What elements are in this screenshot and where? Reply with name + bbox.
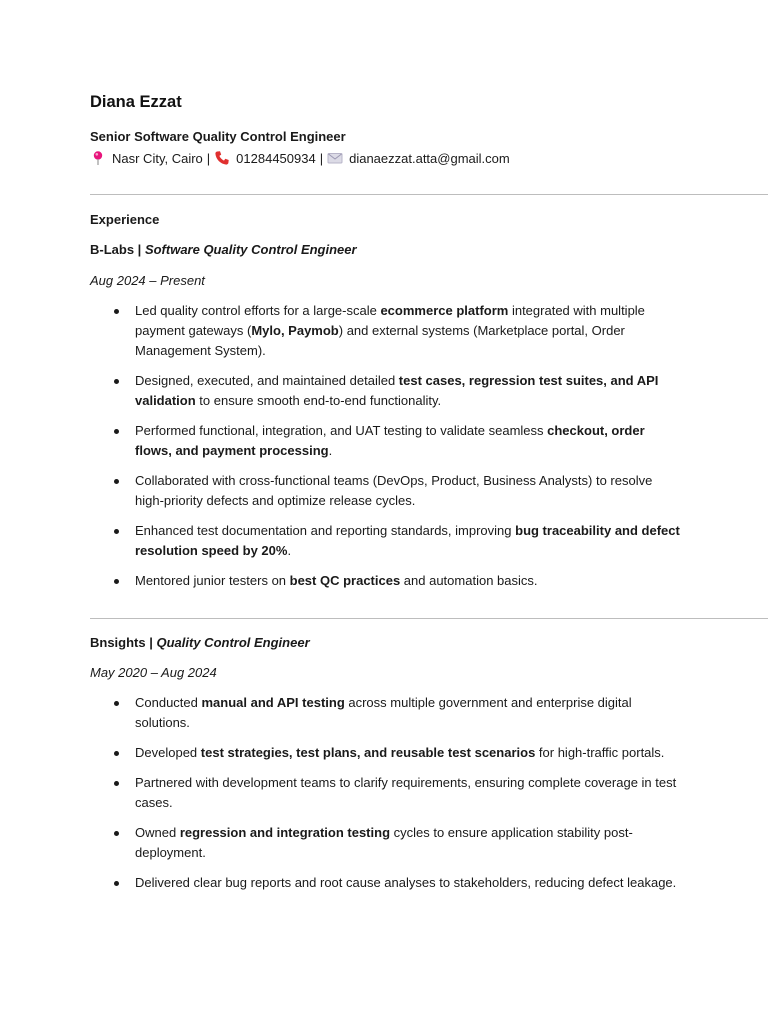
job-separator: | <box>134 242 145 257</box>
experience-heading: Experience <box>90 212 160 227</box>
section-divider <box>90 194 768 195</box>
bullet-text-bold: test strategies, test plans, and reusable test scenarios <box>200 745 536 760</box>
job-dates: May 2020 – Aug 2024 <box>90 665 217 680</box>
bullet-item <box>90 521 680 561</box>
bullet-text: to ensure smooth end-to-end functionality. <box>195 393 442 408</box>
bullet-text-bold: Mylo, Paymob <box>251 323 339 338</box>
bullet-item <box>90 571 680 591</box>
bullet-text: cycles to ensure application stability post-deployment. <box>135 825 633 860</box>
bullet-item <box>90 471 680 511</box>
candidate-name: Diana Ezzat <box>90 93 182 111</box>
bullet-text: Partnered with development teams to clarify requirements, ensuring complete coverage in test cases. <box>135 775 677 810</box>
contact-separator: | <box>206 150 211 166</box>
bullet-item <box>90 421 680 461</box>
contact-email[interactable]: dianaezzat.atta@gmail.com <box>349 150 510 166</box>
job-bullets <box>90 693 680 903</box>
bullet-text: . <box>328 443 333 458</box>
bullet-text-bold: manual and API testing <box>201 695 345 710</box>
bullet-item <box>90 743 680 763</box>
bullet-item <box>90 773 680 813</box>
job-company: Bnsights <box>90 635 146 650</box>
contact-separator: | <box>319 150 324 166</box>
job-company: B-Labs <box>90 242 135 257</box>
bullet-text: Developed <box>135 745 201 760</box>
location-pin-icon <box>90 150 106 166</box>
bullet-text: Owned <box>135 825 180 840</box>
bullet-text-bold: ecommerce platform <box>380 303 509 318</box>
bullet-item <box>90 693 680 733</box>
job-bullets <box>90 301 680 601</box>
envelope-icon <box>327 150 343 166</box>
candidate-title: Senior Software Quality Control Engineer <box>90 129 346 144</box>
section-divider <box>90 618 768 619</box>
contact-location: Nasr City, Cairo <box>112 150 203 166</box>
bullet-text-bold: best QC practices <box>289 573 401 588</box>
bullet-item <box>90 873 680 893</box>
contact-phone: 01284450934 <box>236 150 316 166</box>
bullet-text: and automation basics. <box>400 573 538 588</box>
job-header <box>90 242 357 257</box>
bullet-text: across multiple government and enterprise digital solutions. <box>135 695 632 730</box>
bullet-text: Enhanced test documentation and reporting standards, improving <box>135 523 516 538</box>
bullet-text: . <box>287 543 292 558</box>
bullet-text: Delivered clear bug reports and root cause analyses to stakeholders, reducing defect leakage. <box>135 875 677 890</box>
contact-line <box>90 150 510 166</box>
bullet-text: Collaborated with cross-functional teams (DevOps, Product, Business Analysts) to resolve high-priority defects and optimize release cycles. <box>135 473 653 508</box>
phone-icon <box>214 150 230 166</box>
job-header <box>90 635 310 650</box>
job-role: Quality Control Engineer <box>156 635 310 650</box>
job-dates: Aug 2024 – Present <box>90 273 205 288</box>
bullet-text-bold: checkout, order flows, and payment processing <box>135 423 645 458</box>
job-separator: | <box>145 635 157 650</box>
bullet-item <box>90 301 680 361</box>
bullet-text-bold: regression and integration testing <box>179 825 391 840</box>
bullet-text: Conducted <box>135 695 202 710</box>
bullet-text: integrated with multiple payment gateways ( <box>135 303 645 338</box>
bullet-text-bold: test cases, regression test suites, and API validation <box>135 373 659 408</box>
bullet-text: Led quality control efforts for a large-scale <box>135 303 381 318</box>
bullet-text: Designed, executed, and maintained detailed <box>135 373 399 388</box>
bullet-text: ) and external systems (Marketplace portal, Order Management System). <box>135 323 625 358</box>
bullet-item <box>90 823 680 863</box>
job-role: Software Quality Control Engineer <box>144 242 357 257</box>
bullet-item <box>90 371 680 411</box>
bullet-text: for high-traffic portals. <box>535 745 665 760</box>
bullet-text: Performed functional, integration, and UAT testing to validate seamless <box>135 423 548 438</box>
bullet-text: Mentored junior testers on <box>135 573 290 588</box>
bullet-text-bold: bug traceability and defect resolution speed by 20% <box>135 523 680 558</box>
